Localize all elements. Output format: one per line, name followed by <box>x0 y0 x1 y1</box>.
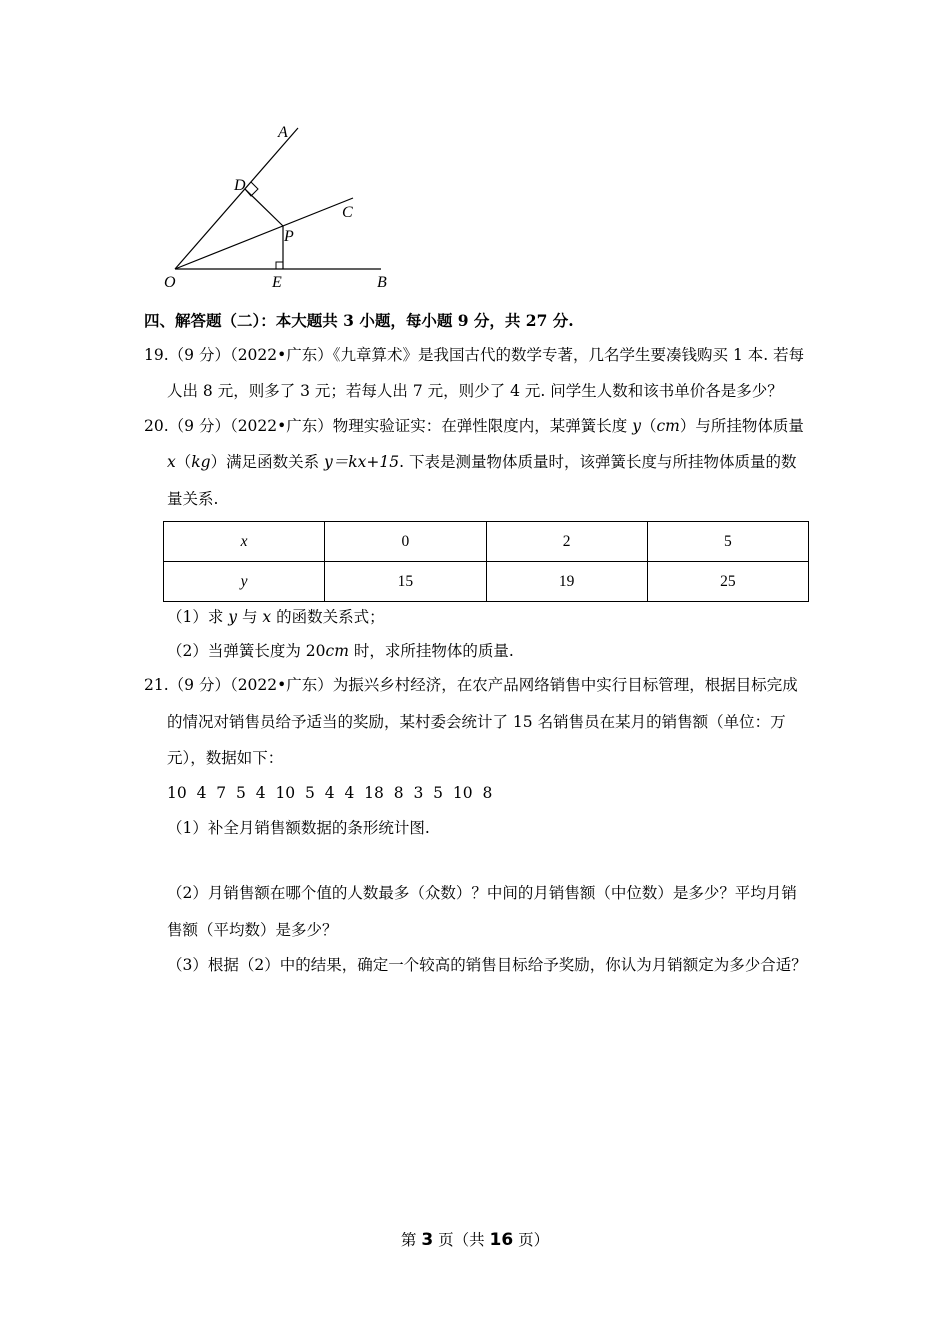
ray-OC <box>175 198 353 269</box>
q20-line-3: 量关系. <box>167 490 219 508</box>
label-A: A <box>278 124 288 141</box>
label-B: B <box>377 274 387 291</box>
footer-middle: 页（共 <box>433 1231 490 1249</box>
q21-line-2: 的情况对销售员给予适当的奖励，某村委会统计了 15 名销售员在某月的销售额（单位：万 <box>167 713 786 731</box>
unit-kg: kg <box>191 453 211 471</box>
q20-sub1-text-a: （1）求 <box>167 608 229 626</box>
section-heading: 四、解答题（二）：本大题共 3 小题，每小题 9 分，共 27 分. <box>144 311 574 330</box>
footer-suffix: 页） <box>513 1231 550 1249</box>
q20-line2-text-a: （ <box>175 453 192 471</box>
q21-line-3: 元），数据如下： <box>167 749 284 767</box>
right-angle-mark-E <box>276 262 283 269</box>
angle-bisector-figure <box>150 118 410 298</box>
unit-cm: cm <box>325 642 349 660</box>
label-D: D <box>234 177 246 194</box>
segment-DP <box>245 189 283 226</box>
right-angle-mark-D <box>245 182 258 196</box>
footer-page-number: 3 <box>421 1230 434 1250</box>
table-cell: 15 <box>325 562 486 602</box>
footer-prefix: 第 <box>400 1231 422 1249</box>
label-E: E <box>272 274 282 291</box>
q20-line2-text-c: . 下表是测量物体质量时，该弹簧长度与所挂物体质量的数 <box>399 453 797 471</box>
page-footer <box>0 1228 950 1250</box>
q21-data-line: 10 4 7 5 4 10 5 4 4 18 8 3 5 10 8 <box>167 784 493 802</box>
q20-line2-text-b: ）满足函数关系 <box>210 453 325 471</box>
table-cell: 25 <box>647 562 808 602</box>
q20-line-1 <box>144 416 804 436</box>
q20-sub2-text-b: 时，求所挂物体的质量. <box>348 642 514 660</box>
q21-sub-2-line-2: 售额（平均数）是多少？ <box>167 921 338 939</box>
table-cell: 0 <box>325 522 486 562</box>
unit-cm: cm <box>656 417 680 435</box>
q20-line1-text-a: 20.（9 分）（2022•广东）物理实验证实：在弹性限度内，某弹簧长度 <box>144 417 633 435</box>
var-x: x <box>262 608 272 626</box>
q21-sub-3: （3）根据（2）中的结果，确定一个较高的销售目标给予奖励，你认为月销额定为多少合适？ <box>167 956 807 974</box>
spring-data-table <box>163 521 809 602</box>
q20-line1-text-c: ）与所挂物体质量 <box>679 417 804 435</box>
table-cell: x <box>164 522 325 562</box>
q20-sub1-text-b: 与 <box>237 608 263 626</box>
q20-sub-2 <box>167 641 514 661</box>
q21-line-1: 21.（9 分）（2022•广东）为振兴乡村经济，在农产品网络销售中实行目标管理，根据目标完成 <box>144 676 798 694</box>
table-cell: y <box>164 562 325 602</box>
label-O: O <box>164 274 176 291</box>
q19-line-2: 人出 8 元，则多了 3 元；若每人出 7 元，则少了 4 元. 问学生人数和该书单价各是多少？ <box>167 382 783 400</box>
var-x: x <box>167 453 176 471</box>
table-cell: 2 <box>486 522 647 562</box>
footer-total-pages: 16 <box>489 1230 514 1250</box>
q21-sub-2-line-1: （2）月销售额在哪个值的人数最多（众数）？中间的月销售额（中位数）是多少？平均月销 <box>167 884 797 902</box>
q20-sub2-text-a: （2）当弹簧长度为 20 <box>167 642 326 660</box>
label-P: P <box>284 228 294 245</box>
table-cell: 19 <box>486 562 647 602</box>
table-cell: 5 <box>647 522 808 562</box>
label-C: C <box>342 204 353 221</box>
q19-line-1: 19.（9 分）（2022•广东）《九章算术》是我国古代的数学专著，几名学生要凑钱购买 1 本. 若每 <box>144 346 805 364</box>
q20-line-2 <box>167 452 797 472</box>
q21-sub-1: （1）补全月销售额数据的条形统计图. <box>167 819 430 837</box>
ray-OA <box>175 128 298 269</box>
var-y: y <box>228 608 238 626</box>
table-row-y <box>164 562 809 602</box>
q20-sub-1 <box>167 607 385 627</box>
var-y: y <box>632 417 641 435</box>
table-row-x <box>164 522 809 562</box>
q20-sub1-text-c: 的函数关系式； <box>271 608 385 626</box>
function-formula: y＝kx+15 <box>324 453 400 471</box>
q20-line1-text-b: （ <box>640 417 657 435</box>
